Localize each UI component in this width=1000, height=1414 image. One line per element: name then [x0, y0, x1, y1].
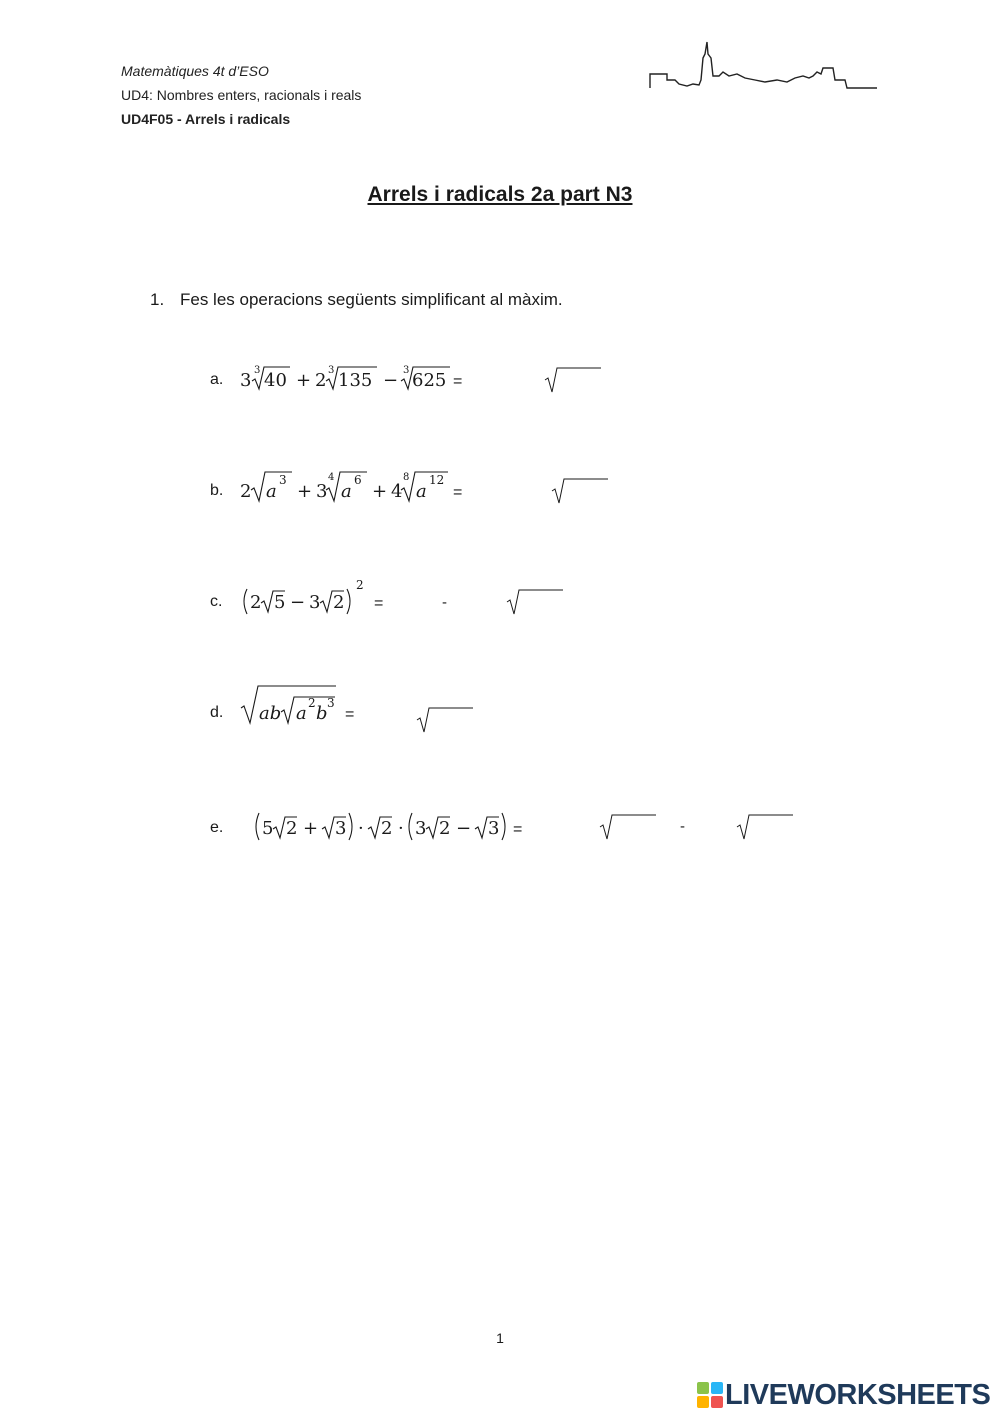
- svg-text:2: 2: [308, 696, 316, 710]
- svg-text:4: 4: [391, 481, 403, 502]
- svg-text:5: 5: [274, 592, 286, 613]
- svg-text:3: 3: [335, 818, 347, 839]
- svg-text:135: 135: [338, 370, 373, 391]
- svg-text:=: =: [345, 706, 355, 723]
- svg-text:·: ·: [398, 818, 404, 839]
- header-course: Matemàtiques 4t d’ESO: [121, 63, 269, 79]
- svg-text:2: 2: [286, 818, 298, 839]
- item-letter: a.: [210, 371, 224, 388]
- svg-text:6: 6: [354, 473, 362, 487]
- svg-text:3: 3: [254, 365, 261, 376]
- liveworksheets-watermark: [697, 1378, 990, 1412]
- page-title: Arrels i radicals 2a part N3: [367, 183, 633, 206]
- svg-text:2: 2: [356, 578, 364, 592]
- svg-text:2: 2: [240, 481, 252, 502]
- svg-text:3: 3: [403, 365, 410, 376]
- header-unit: UD4: Nombres enters, racionals i reals: [121, 87, 362, 103]
- svg-text:2: 2: [250, 592, 262, 613]
- svg-text:·: ·: [358, 818, 364, 839]
- svg-text:3: 3: [415, 818, 427, 839]
- svg-text:+: +: [303, 818, 319, 839]
- item-letter: b.: [210, 482, 224, 499]
- svg-text:3: 3: [488, 818, 500, 839]
- header-code: UD4F05 - Arrels i radicals: [121, 111, 291, 127]
- svg-text:3: 3: [279, 473, 287, 487]
- radical-sign-icon: [550, 477, 610, 505]
- math-expression-a: [240, 355, 480, 395]
- exercise-item-d: [210, 688, 630, 728]
- math-expression-c: [240, 577, 410, 617]
- svg-text:12: 12: [429, 473, 445, 487]
- svg-text:−: −: [383, 370, 399, 391]
- answer-separator: -: [680, 818, 685, 835]
- math-expression-e: [252, 803, 552, 843]
- radical-sign-icon: [598, 813, 658, 841]
- svg-text:+: +: [296, 370, 312, 391]
- svg-text:3: 3: [316, 481, 328, 502]
- svg-text:3: 3: [309, 592, 321, 613]
- svg-text:40: 40: [264, 370, 287, 391]
- item-letter: d.: [210, 704, 224, 721]
- radical-sign-icon: [735, 813, 795, 841]
- svg-text:b: b: [316, 703, 328, 724]
- answer-separator: -: [442, 594, 447, 611]
- svg-text:3: 3: [327, 696, 335, 710]
- liveworksheets-logo: [697, 1382, 723, 1408]
- exercise-item-a: [210, 355, 630, 395]
- svg-text:2: 2: [381, 818, 393, 839]
- item-letter: c.: [210, 593, 223, 610]
- radical-sign-icon: [543, 366, 603, 394]
- svg-text:3: 3: [328, 365, 335, 376]
- svg-text:=: =: [453, 484, 463, 501]
- svg-text:=: =: [513, 821, 523, 838]
- svg-text:5: 5: [262, 818, 274, 839]
- instruction-text: Fes les operacions següents simplificant al màxim.: [180, 290, 563, 309]
- exercise-item-b: [210, 466, 630, 506]
- svg-text:3: 3: [240, 370, 252, 391]
- watermark-text: LIVEWORKSHEETS: [725, 1378, 991, 1411]
- exercise-item-c: [210, 577, 630, 617]
- svg-text:4: 4: [328, 472, 335, 483]
- radical-sign-icon: [505, 588, 565, 616]
- math-expression-b: [240, 466, 480, 506]
- page-number: 1: [496, 1330, 504, 1346]
- svg-text:a: a: [341, 481, 352, 502]
- svg-text:a: a: [266, 481, 277, 502]
- svg-text:−: −: [456, 818, 472, 839]
- svg-text:a: a: [416, 481, 427, 502]
- svg-text:625: 625: [412, 370, 447, 391]
- svg-text:8: 8: [403, 472, 410, 483]
- svg-text:=: =: [374, 595, 384, 612]
- item-letter: e.: [210, 819, 224, 836]
- svg-text:2: 2: [333, 592, 345, 613]
- math-expression-d: [240, 680, 380, 728]
- svg-text:a: a: [296, 703, 307, 724]
- exercise-item-e: [210, 803, 810, 843]
- radical-sign-icon: [415, 706, 475, 734]
- exercise-number: 1.: [150, 290, 165, 309]
- svg-text:+: +: [297, 481, 313, 502]
- skyline-logo: [645, 40, 880, 95]
- svg-text:2: 2: [315, 370, 327, 391]
- svg-text:2: 2: [439, 818, 451, 839]
- svg-text:ab: ab: [259, 703, 282, 724]
- svg-text:+: +: [372, 481, 388, 502]
- exercise-instruction: [150, 290, 563, 310]
- svg-text:−: −: [290, 592, 306, 613]
- svg-text:=: =: [453, 373, 463, 390]
